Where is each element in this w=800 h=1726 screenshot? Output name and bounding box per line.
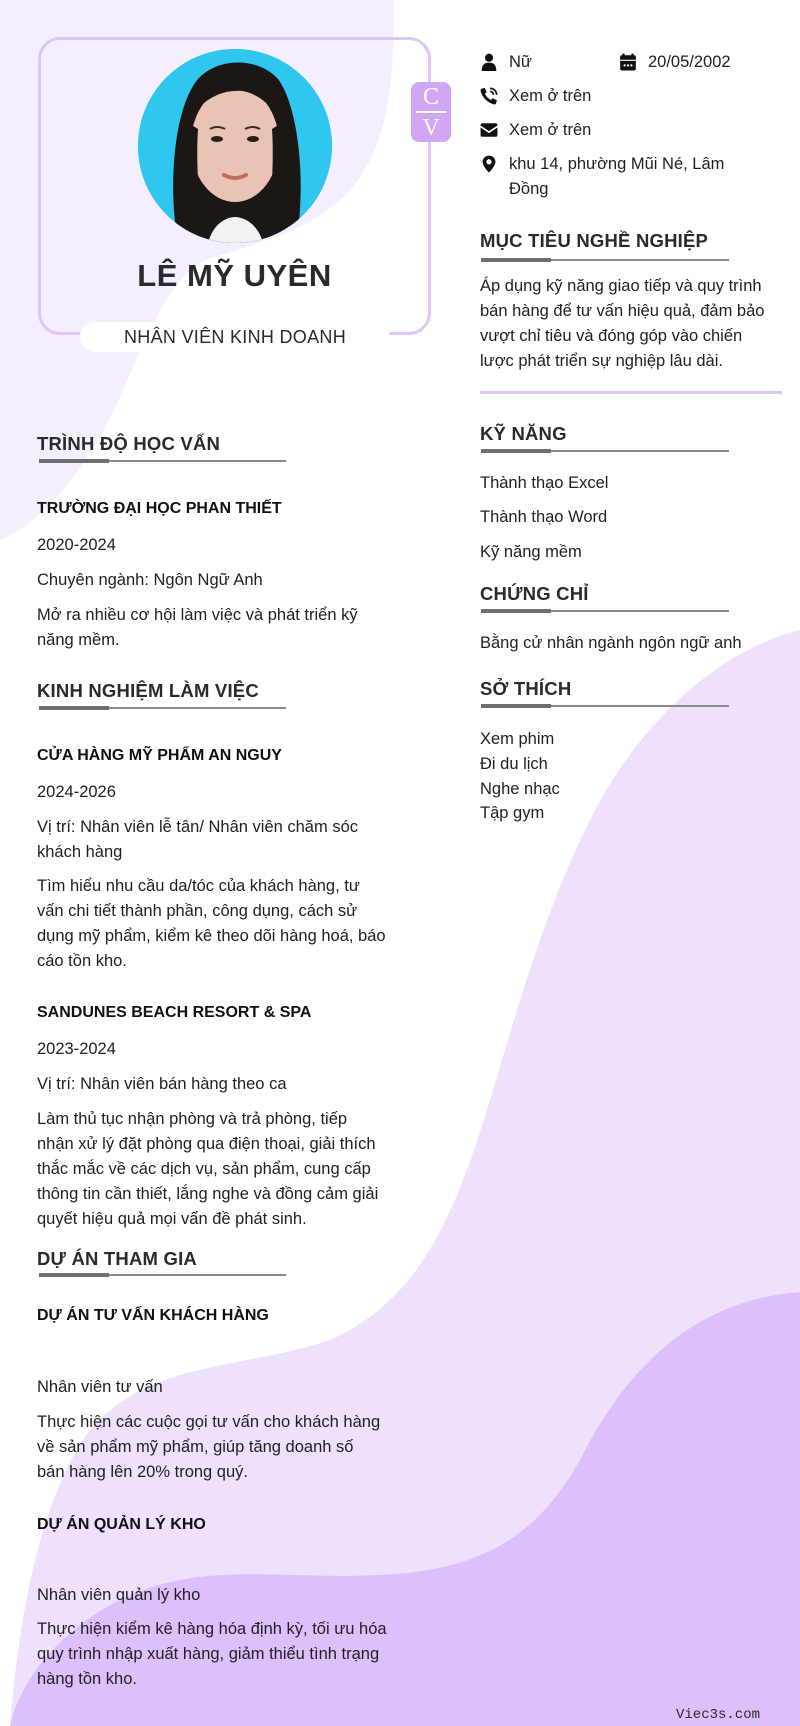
job-company: CỬA HÀNG MỸ PHẨM AN NGUY <box>37 747 282 764</box>
contact-gender <box>479 50 532 75</box>
contact-address <box>479 152 724 202</box>
cv-badge-divider <box>416 111 446 113</box>
education-description: Mở ra nhiều cơ hội làm việc và phát triển kỹ năng mềm. <box>37 606 358 649</box>
objective-text: Áp dụng kỹ năng giao tiếp và quy trình bán hàng để tư vấn hiệu quả, đảm bảo vượt chỉ tiêu và đóng góp vào chiến lược phát triển sự nghiệp lâu dài. <box>480 277 765 370</box>
hobby-item: Đi du lịch <box>480 755 548 773</box>
education-major: Chuyên ngành: Ngôn Ngữ Anh <box>37 571 263 589</box>
project-role: Nhân viên tư vấn <box>37 1378 163 1396</box>
certificates-heading: CHỨNG CHỈ <box>480 583 589 604</box>
job-company: SANDUNES BEACH RESORT & SPA <box>37 1004 312 1021</box>
cv-badge <box>411 82 451 142</box>
education-heading: TRÌNH ĐỘ HỌC VẤN <box>37 433 221 454</box>
education-period: 2020-2024 <box>37 536 116 554</box>
address-value: khu 14, phường Mũi Né, Lâm Đồng <box>509 155 725 198</box>
watermark: Viec3s.com <box>676 1707 761 1723</box>
gender-value: Nữ <box>509 53 532 71</box>
project-name: DỰ ÁN QUẢN LÝ KHO <box>37 1516 206 1533</box>
hobby-item: Nghe nhạc <box>480 780 560 798</box>
project-description: Thực hiện kiểm kê hàng hóa định kỳ, tối ưu hóa quy trình nhập xuất hàng, giảm thiểu tình trạng hàng tồn kho. <box>37 1620 387 1688</box>
job-description: Làm thủ tục nhận phòng và trả phòng, tiếp nhận xử lý đặt phòng qua điện thoại, giải thích thắc mắc về các dịch vụ, sản phẩm, cung cấp thông tin cần thiết, lắng nghe và đồng cảm giải quyết hiệu quả mọi vấn đề phát sinh. <box>37 1110 379 1228</box>
contact-phone <box>479 84 591 109</box>
school-name: TRƯỜNG ĐẠI HỌC PHAN THIẾT <box>37 500 282 517</box>
skills-underline <box>481 450 729 452</box>
user-icon <box>479 51 499 73</box>
calendar-icon <box>618 51 638 73</box>
job-period: 2024-2026 <box>37 783 116 801</box>
hobbies-underline <box>481 705 729 707</box>
contact-email <box>479 118 591 143</box>
hobby-item: Xem phim <box>480 730 555 748</box>
phone-value: Xem ở trên <box>509 87 592 105</box>
objective-underline <box>481 259 729 261</box>
certificate-item: Bằng cử nhân ngành ngôn ngữ anh <box>480 634 742 652</box>
birthday-value: 20/05/2002 <box>648 53 731 71</box>
experience-heading: KINH NGHIỆM LÀM VIỆC <box>37 680 259 701</box>
email-value: Xem ở trên <box>509 121 592 139</box>
projects-heading: DỰ ÁN THAM GIA <box>37 1248 197 1269</box>
project-description: Thực hiện các cuộc gọi tư vấn cho khách hàng về sản phẩm mỹ phẩm, giúp tăng doanh số bán hàng lên 20% trong quý. <box>37 1413 381 1481</box>
skill-item: Thành thạo Excel <box>480 474 609 492</box>
cv-badge-bottom: V <box>422 114 440 141</box>
skill-item: Thành thạo Word <box>480 508 608 526</box>
portrait-illustration-icon <box>138 49 332 243</box>
job-position: Vị trí: Nhân viên bán hàng theo ca <box>37 1075 287 1093</box>
map-pin-icon <box>479 153 499 175</box>
objective-heading: MỤC TIÊU NGHỀ NGHIỆP <box>480 230 709 251</box>
skill-item: Kỹ năng mềm <box>480 543 582 561</box>
job-position: Vị trí: Nhân viên lễ tân/ Nhân viên chăm sóc khách hàng <box>37 818 358 861</box>
project-role: Nhân viên quản lý kho <box>37 1586 201 1604</box>
certificates-underline <box>481 610 729 612</box>
cv-badge-top: C <box>422 83 439 110</box>
profile-photo <box>138 49 332 243</box>
projects-underline <box>39 1274 286 1276</box>
experience-underline <box>39 707 286 709</box>
skills-heading: KỸ NĂNG <box>480 423 567 444</box>
project-name: DỰ ÁN TƯ VẤN KHÁCH HÀNG <box>37 1307 269 1324</box>
education-underline <box>39 460 286 462</box>
job-title: NHÂN VIÊN KINH DOANH <box>123 326 347 347</box>
job-description: Tìm hiểu nhu cầu da/tóc của khách hàng, tư vấn chi tiết thành phần, công dụng, cách sử dụng mỹ phẩm, kiểm kê theo dõi hàng hoá, báo cáo tồn kho. <box>37 877 386 970</box>
job-period: 2023-2024 <box>37 1040 116 1058</box>
envelope-icon <box>479 119 499 141</box>
job-title-pill <box>80 322 390 352</box>
hobby-item: Tập gym <box>480 804 545 822</box>
section-divider <box>480 391 782 394</box>
contact-birthday <box>618 50 731 75</box>
candidate-name: LÊ MỸ UYÊN <box>137 258 332 293</box>
hobbies-heading: SỞ THÍCH <box>480 678 572 699</box>
phone-icon <box>479 85 499 107</box>
